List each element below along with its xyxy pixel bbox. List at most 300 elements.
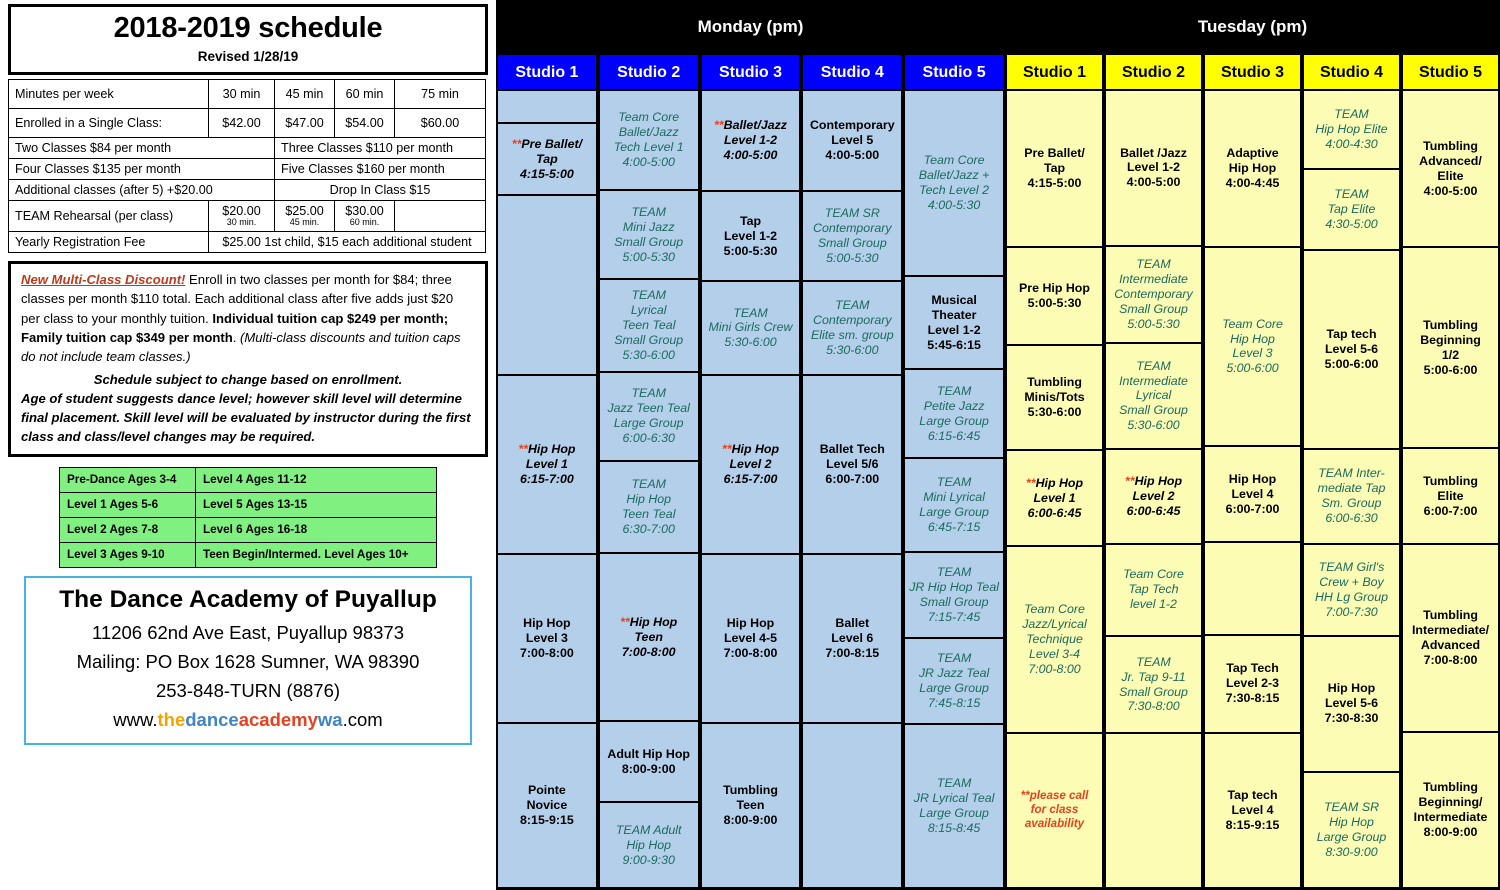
class-line: Tap Elite — [1327, 201, 1376, 216]
class-line: Musical — [931, 292, 977, 307]
class-line: Level 1-2 — [723, 133, 778, 148]
tuesday-s5-class-cell[interactable] — [1402, 247, 1499, 448]
class-line: 8:00-9:00 — [1423, 824, 1478, 839]
monday-studio-3-header[interactable]: Studio 3 — [701, 54, 801, 90]
class-line: Tumbling — [1423, 473, 1478, 488]
class-line: Tech Level 1 — [613, 140, 684, 155]
class-line: Hip Hop — [1228, 471, 1277, 486]
table-row — [9, 201, 486, 232]
levels-table — [59, 467, 437, 568]
tuesday-s5-class-cell[interactable] — [1402, 90, 1499, 247]
tuesday-s3-class-cell[interactable] — [1204, 446, 1301, 542]
tuesday-s4-class-cell[interactable] — [1303, 250, 1400, 449]
table-row — [9, 232, 486, 253]
class-line: 4:15-5:00 — [1027, 175, 1082, 190]
class-line: 5:30-6:00 — [724, 335, 777, 350]
class-line: TEAM — [631, 477, 666, 492]
tuesday-s1-class-cell[interactable] — [1006, 345, 1103, 451]
monday-s4-class-cell[interactable] — [802, 375, 902, 554]
class-line: Large Group — [613, 416, 684, 431]
pricing-two-classes: Two Classes $84 per month — [9, 138, 275, 159]
tuesday-studio-1-column — [1006, 90, 1103, 888]
pricing-three-classes: Three Classes $110 per month — [275, 138, 486, 159]
class-line: Level 2 — [1132, 488, 1175, 503]
class-line: 8:30-9:00 — [1325, 844, 1378, 859]
class-line: 4:00-5:00 — [825, 148, 880, 163]
pricing-60min-price: $54.00 — [335, 109, 395, 138]
website-prefix: www. — [113, 708, 158, 730]
class-line: Mini Jazz — [622, 219, 675, 234]
monday-s5-class-cell[interactable] — [904, 369, 1004, 458]
class-line: 5:00-6:00 — [1324, 356, 1379, 371]
monday-s3-class-cell[interactable] — [701, 554, 801, 724]
class-line: Hip Hop — [726, 616, 775, 631]
tuesday-studio-1-header[interactable]: Studio 1 — [1006, 54, 1103, 90]
class-line: TEAM — [1136, 257, 1171, 272]
pricing-team-60 — [335, 201, 395, 232]
class-line: Jazz Teen Teal — [607, 401, 690, 416]
class-line: **Hip Hop — [1124, 473, 1183, 488]
monday-studio-2-header[interactable]: Studio 2 — [599, 54, 699, 90]
table-row — [60, 517, 437, 542]
class-line: Jazz/Lyrical — [1022, 616, 1087, 631]
class-line: 5:30-6:00 — [622, 347, 675, 362]
pricing-team-60-amount: $30.00 — [345, 204, 384, 219]
pricing-team-rehearsal-label: TEAM Rehearsal (per class) — [9, 201, 209, 232]
class-line: Level 1 — [525, 456, 568, 471]
tuesday-s4-class-cell[interactable] — [1303, 544, 1400, 636]
class-line: **Hip Hop — [620, 614, 678, 629]
discount-body-bold: Individual tuition cap $249 per month; Family tuition cap $349 per month — [21, 310, 449, 345]
class-line: 7:00-8:00 — [520, 646, 574, 661]
class-line: TEAM — [733, 305, 768, 320]
class-line: TEAM — [631, 386, 666, 401]
class-line: 5:30-6:00 — [1127, 418, 1180, 433]
class-line: Technique — [1026, 631, 1083, 646]
phone-number: 253-848-TURN (8876) — [155, 679, 341, 701]
pricing-four-classes: Four Classes $135 per month — [9, 159, 275, 180]
class-line: Ballet — [835, 616, 870, 631]
class-line: Level 5 — [831, 133, 874, 148]
class-line: Novice — [526, 798, 568, 813]
class-line: Hip Hop — [1329, 815, 1374, 830]
pricing-30min-price: $42.00 — [209, 109, 275, 138]
monday-s1-class-cell[interactable] — [497, 375, 597, 554]
level-row-0-left: Pre-Dance Ages 3-4 — [60, 467, 196, 492]
class-line: **Hip Hop — [721, 441, 780, 456]
website-dance: dance — [185, 708, 239, 730]
tuesday-studio-2-column — [1105, 90, 1202, 888]
tuesday-s3-class-cell[interactable] — [1204, 635, 1301, 733]
class-line: Pre Hip Hop — [1019, 280, 1090, 295]
tuesday-s5-class-cell[interactable] — [1402, 544, 1499, 731]
tuesday-day-label: Tuesday (pm) — [1005, 0, 1500, 54]
pricing-table — [8, 79, 486, 253]
title-box — [8, 4, 488, 75]
tuesday-s3-class-cell[interactable] — [1204, 733, 1301, 888]
class-line: 5:00-6:00 — [1226, 361, 1279, 376]
monday-s2-class-cell[interactable] — [599, 279, 699, 372]
monday-s4-class-cell[interactable] — [802, 723, 902, 888]
class-line: Tech Level 2 — [919, 183, 989, 198]
tuesday-s2-class-cell[interactable] — [1105, 343, 1202, 448]
class-line: TEAM — [936, 564, 972, 579]
class-line: 7:45-8:15 — [927, 695, 981, 710]
pricing-additional-classes: Additional classes (after 5) +$20.00 — [9, 180, 275, 201]
class-line: 7:30-8:15 — [1225, 690, 1280, 705]
discount-subject-to-change: Schedule subject to change based on enrollment. — [93, 371, 403, 387]
class-line: Team Core — [618, 110, 680, 125]
class-line: Jr. Tap 9-11 — [1121, 669, 1186, 684]
class-line: Tap tech — [1326, 326, 1377, 341]
tuesday-s4-class-cell[interactable] — [1303, 90, 1400, 169]
tuesday-s1-class-cell[interactable] — [1006, 546, 1103, 732]
class-line: TEAM — [1136, 654, 1171, 669]
class-line: JR Hip Hop Teal — [909, 579, 999, 594]
tuesday-s2-class-cell[interactable] — [1105, 90, 1202, 246]
class-line: 5:00-5:30 — [622, 249, 675, 264]
tuesday-s4-class-cell[interactable] — [1303, 449, 1400, 544]
monday-s2-class-cell[interactable] — [599, 190, 699, 279]
class-line: TEAM Girl's — [1318, 560, 1385, 575]
discount-box — [8, 261, 488, 456]
class-line: Level 5-6 — [1324, 341, 1379, 356]
contact-box — [24, 576, 472, 745]
pricing-75min-header: 75 min — [395, 80, 486, 109]
monday-studio-5-column — [904, 90, 1004, 888]
discount-skill-level-note: Age of student suggests dance level; however skill level will determine final placement. Skill level will be evaluated by instructor during the first class and class/level changes may be required. — [21, 390, 471, 444]
class-line: Level 4-5 — [723, 631, 778, 646]
class-line: Tap Tech — [1226, 661, 1279, 676]
tuesday-studio-5-header[interactable]: Studio 5 — [1402, 54, 1499, 90]
level-row-2-left: Level 2 Ages 7-8 — [60, 517, 196, 542]
pricing-team-30-duration: 30 min. — [226, 217, 257, 228]
class-line: Small Group — [1119, 301, 1188, 316]
class-line: Tap tech — [1227, 787, 1278, 802]
monday-studio-2-column — [599, 90, 699, 888]
class-line: JR Lyrical Teal — [913, 791, 995, 806]
class-line: 7:00-8:00 — [1423, 652, 1478, 667]
class-line: 9:00-9:30 — [622, 852, 675, 867]
class-line: 5:00-6:00 — [1423, 362, 1478, 377]
monday-s3-class-cell[interactable] — [701, 723, 801, 888]
tuesday-s2-class-cell[interactable] — [1105, 544, 1202, 636]
class-line: Adaptive — [1226, 145, 1279, 160]
monday-s5-class-cell[interactable] — [904, 276, 1004, 369]
class-line: 5:30-6:00 — [826, 342, 879, 357]
tuesday-studio-5-column — [1402, 90, 1499, 888]
class-line: Contemporary — [813, 312, 892, 327]
pricing-label-minutes: Minutes per week — [9, 80, 209, 109]
pricing-team-30 — [209, 201, 275, 232]
table-row — [9, 180, 486, 201]
class-line: Level 1-2 — [1126, 160, 1181, 175]
tuesday-studio-2-header[interactable]: Studio 2 — [1105, 54, 1202, 90]
class-line: TEAM — [936, 776, 972, 791]
class-line: TEAM — [835, 298, 870, 313]
monday-s4-class-cell[interactable] — [802, 191, 902, 281]
monday-s4-class-cell[interactable] — [802, 554, 902, 724]
monday-s1-class-cell[interactable] — [497, 195, 597, 374]
level-row-1-right: Level 5 Ages 13-15 — [196, 492, 437, 517]
tuesday-studio-4-header[interactable]: Studio 4 — [1303, 54, 1400, 90]
website-suffix: .com — [342, 708, 383, 730]
class-line: Small Group — [817, 236, 887, 251]
class-line: Mini Girls Crew — [708, 320, 793, 335]
class-line: Pointe — [527, 783, 566, 798]
monday-s2-class-cell[interactable] — [599, 90, 699, 190]
monday-s4-class-cell[interactable] — [802, 90, 902, 191]
class-line: Level 3-4 — [1029, 646, 1080, 661]
info-panel — [0, 0, 496, 890]
class-line: 7:00-8:00 — [621, 644, 676, 659]
class-line: Hip Hop — [523, 616, 571, 631]
tuesday-s4-class-cell[interactable] — [1303, 169, 1400, 250]
pricing-label-single: Enrolled in a Single Class: — [9, 109, 209, 138]
class-line: Advanced/ — [1419, 153, 1482, 168]
class-line: Small Group — [1119, 684, 1188, 699]
monday-studio-4-header[interactable]: Studio 4 — [802, 54, 902, 90]
monday-s2-class-cell[interactable] — [599, 721, 699, 802]
class-line: TEAM SR — [1323, 800, 1380, 815]
class-line: 7:00-7:30 — [1325, 604, 1378, 619]
class-line: 4:00-5:00 — [622, 155, 675, 170]
class-line: Tap Tech — [1128, 582, 1179, 597]
class-line: 7:30-8:00 — [1127, 699, 1180, 714]
class-line: 5:00-5:30 — [826, 251, 879, 266]
class-line: Crew + Boy — [1319, 574, 1384, 589]
pricing-registration-label: Yearly Registration Fee — [9, 232, 209, 253]
class-line: Team Core — [1024, 602, 1085, 617]
class-line: Large Group — [919, 806, 989, 821]
pricing-30min-header: 30 min — [209, 80, 275, 109]
tuesday-s3-class-cell[interactable] — [1204, 247, 1301, 447]
class-line: 8:15-8:45 — [927, 820, 981, 835]
class-line: Elite sm. group — [810, 327, 894, 342]
tuesday-s3-class-cell[interactable] — [1204, 542, 1301, 634]
class-line: Sm. Group — [1321, 496, 1382, 511]
class-line: Level 5-6 — [1324, 696, 1379, 711]
class-line: TEAM — [936, 651, 972, 666]
tuesday-s1-class-cell[interactable] — [1006, 733, 1103, 888]
monday-studio-headers — [496, 54, 1005, 90]
tuesday-s2-class-cell[interactable] — [1105, 636, 1202, 734]
class-line: Petite Jazz — [923, 398, 985, 413]
class-line: Minis/Tots — [1024, 390, 1085, 404]
class-line: Level 4 — [1231, 802, 1274, 817]
class-line: Large Group — [919, 681, 989, 696]
monday-columns — [496, 90, 1005, 890]
class-line: 4:00-5:00 — [1126, 175, 1181, 190]
class-line: Teen Teal — [621, 506, 676, 521]
asterisk-marker: ** — [713, 118, 724, 133]
class-line: Tumbling — [1027, 375, 1082, 390]
table-row — [60, 542, 437, 567]
class-line: Beginning/ — [1418, 794, 1483, 809]
website-the: the — [157, 708, 186, 730]
class-line: **Hip Hop — [1025, 475, 1084, 490]
monday-s4-class-cell[interactable] — [802, 281, 902, 375]
tuesday-s1-class-cell[interactable] — [1006, 90, 1103, 247]
level-row-3-left: Level 3 Ages 9-10 — [60, 542, 196, 567]
monday-s5-class-cell[interactable] — [904, 724, 1004, 888]
class-line: Large Group — [1316, 829, 1387, 844]
class-line: **Hip Hop — [518, 441, 576, 456]
discount-body-italic: (Multi-class discounts and tuition caps do not include team classes.) — [21, 329, 461, 364]
class-line: TEAM Adult — [615, 822, 682, 837]
discount-body-2: . — [232, 329, 241, 345]
class-line: 4:30-5:00 — [1325, 216, 1378, 231]
table-row — [9, 80, 486, 109]
class-line: 8:00-9:00 — [723, 813, 778, 828]
class-line: Ballet/Jazz — [618, 125, 679, 140]
tuesday-schedule — [1005, 0, 1500, 890]
tuesday-s3-class-cell[interactable] — [1204, 90, 1301, 247]
monday-s3-class-cell[interactable] — [701, 375, 801, 554]
tuesday-studio-3-header[interactable]: Studio 3 — [1204, 54, 1301, 90]
class-line: JR Jazz Teal — [918, 666, 990, 681]
tuesday-s2-class-cell[interactable] — [1105, 449, 1202, 544]
monday-s1-class-cell[interactable] — [497, 90, 597, 123]
monday-s5-class-cell[interactable] — [904, 552, 1004, 638]
class-line: Teen — [634, 629, 663, 644]
class-line: **Pre Ballet/ — [511, 136, 583, 151]
class-line: Hip Hop — [626, 837, 672, 852]
monday-s3-class-cell[interactable] — [701, 191, 801, 281]
class-line: 4:00-5:30 — [927, 197, 981, 212]
asterisk-marker: ** — [511, 136, 522, 151]
tuesday-studio-headers — [1005, 54, 1500, 90]
monday-s5-class-cell[interactable] — [904, 458, 1004, 551]
asterisk-marker: ** — [721, 441, 732, 456]
class-line: Pre Ballet/ — [1024, 145, 1085, 160]
level-row-0-right: Level 4 Ages 11-12 — [196, 467, 437, 492]
class-line: TEAM — [631, 288, 666, 303]
class-line: Level 3 — [525, 631, 568, 646]
class-line: Contemporary — [813, 221, 892, 236]
class-line: 6:00-7:00 — [825, 471, 880, 486]
table-row — [60, 492, 437, 517]
asterisk-marker: ** — [1020, 789, 1030, 803]
discount-body-1: Enroll in two classes per month for $84; three classes per month $110 total. Each additional class after five adds just $20 per class to your monthly tuition. — [21, 272, 454, 326]
monday-schedule — [496, 0, 1005, 890]
class-line: Team Core — [923, 153, 985, 168]
tuesday-s4-class-cell[interactable] — [1303, 636, 1400, 772]
pricing-team-60-duration: 60 min. — [349, 217, 380, 228]
tuesday-studio-3-column — [1204, 90, 1301, 888]
class-line: 8:00-9:00 — [621, 761, 676, 776]
monday-s2-class-cell[interactable] — [599, 372, 699, 461]
class-line: TEAM — [1136, 358, 1171, 373]
class-line: Hip Hop Elite — [1315, 121, 1388, 136]
monday-s5-class-cell[interactable] — [904, 638, 1004, 724]
class-line: 6:15-7:00 — [520, 471, 574, 486]
pricing-45min-header: 45 min — [275, 80, 335, 109]
monday-studio-1-column — [497, 90, 597, 888]
pricing-60min-header: 60 min — [335, 80, 395, 109]
class-line: 6:15-6:45 — [927, 428, 981, 443]
class-line: 4:15-5:00 — [520, 166, 574, 181]
class-line: 7:15-7:45 — [927, 609, 981, 624]
class-line: level 1-2 — [1130, 597, 1177, 612]
revision-date: Revised 1/28/19 — [197, 49, 299, 65]
class-line: Intermediate — [1119, 272, 1188, 287]
monday-s2-class-cell[interactable] — [599, 553, 699, 721]
class-line: TEAM — [1334, 107, 1369, 122]
class-line: Small Group — [614, 234, 684, 249]
street-address: 11206 62nd Ave East, Puyallup 98373 — [91, 621, 405, 643]
class-line: Small Group — [614, 332, 684, 347]
tuesday-s2-class-cell[interactable] — [1105, 733, 1202, 888]
level-row-2-right: Level 6 Ages 16-18 — [196, 517, 437, 542]
level-row-1-left: Level 1 Ages 5-6 — [60, 492, 196, 517]
class-line: Elite — [1437, 168, 1464, 183]
class-line: 4:00-5:00 — [1423, 183, 1478, 198]
class-line: 6:00-6:30 — [1325, 511, 1378, 526]
class-line: 6:00-6:45 — [1126, 503, 1181, 518]
monday-studio-1-header[interactable]: Studio 1 — [497, 54, 597, 90]
page-title: 2018-2019 schedule — [113, 12, 383, 44]
monday-s2-class-cell[interactable] — [599, 461, 699, 554]
tuesday-s4-class-cell[interactable] — [1303, 772, 1400, 888]
tuesday-s5-class-cell[interactable] — [1402, 448, 1499, 544]
asterisk-marker: ** — [1025, 475, 1036, 490]
class-line: Tumbling — [1423, 608, 1478, 623]
class-line: Large Group — [919, 504, 989, 519]
tuesday-s2-class-cell[interactable] — [1105, 246, 1202, 344]
monday-s3-class-cell[interactable] — [701, 281, 801, 375]
class-line: Hip Hop — [1327, 681, 1376, 696]
class-line: 6:15-7:00 — [723, 471, 778, 486]
class-line: Teen Teal — [621, 318, 676, 333]
class-line: Hip Hop — [1230, 331, 1275, 346]
discount-paragraph — [21, 270, 475, 366]
class-line: 7:00-8:00 — [723, 646, 778, 661]
website-url[interactable] — [32, 709, 464, 731]
monday-studio-5-header[interactable]: Studio 5 — [904, 54, 1004, 90]
class-line: 5:45-6:15 — [927, 337, 981, 352]
class-line: Hip Hop — [1228, 160, 1277, 175]
class-line: 6:00-7:00 — [1225, 501, 1280, 516]
monday-s1-class-cell[interactable] — [497, 123, 597, 195]
class-line: 8:15-9:15 — [1225, 817, 1280, 832]
class-line: 1/2 — [1441, 347, 1460, 362]
monday-s3-class-cell[interactable] — [701, 90, 801, 191]
tuesday-s5-class-cell[interactable] — [1402, 732, 1499, 888]
monday-s1-class-cell[interactable] — [497, 723, 597, 888]
class-line: Ballet /Jazz — [1120, 145, 1187, 160]
class-line: Team Core — [1123, 567, 1184, 582]
monday-s1-class-cell[interactable] — [497, 554, 597, 724]
monday-s2-class-cell[interactable] — [599, 802, 699, 888]
class-line: 7:30-8:30 — [1324, 711, 1379, 726]
class-line: Tap — [1043, 160, 1066, 175]
tuesday-s1-class-cell[interactable] — [1006, 450, 1103, 546]
pricing-45min-price: $47.00 — [275, 109, 335, 138]
class-line: Teen — [736, 798, 765, 813]
class-line: Beginning — [1420, 332, 1481, 347]
class-line: 6:00-6:45 — [1027, 505, 1082, 520]
class-line: Large Group — [919, 413, 989, 428]
class-line: Level 5/6 — [826, 456, 879, 471]
asterisk-marker: ** — [518, 441, 528, 456]
class-line: Level 1-2 — [927, 322, 981, 337]
class-line: Intermediate/ — [1411, 623, 1490, 638]
tuesday-s1-class-cell[interactable] — [1006, 247, 1103, 345]
pricing-team-blank — [395, 201, 486, 232]
monday-s5-class-cell[interactable] — [904, 90, 1004, 276]
schedule-grid — [496, 0, 1500, 890]
